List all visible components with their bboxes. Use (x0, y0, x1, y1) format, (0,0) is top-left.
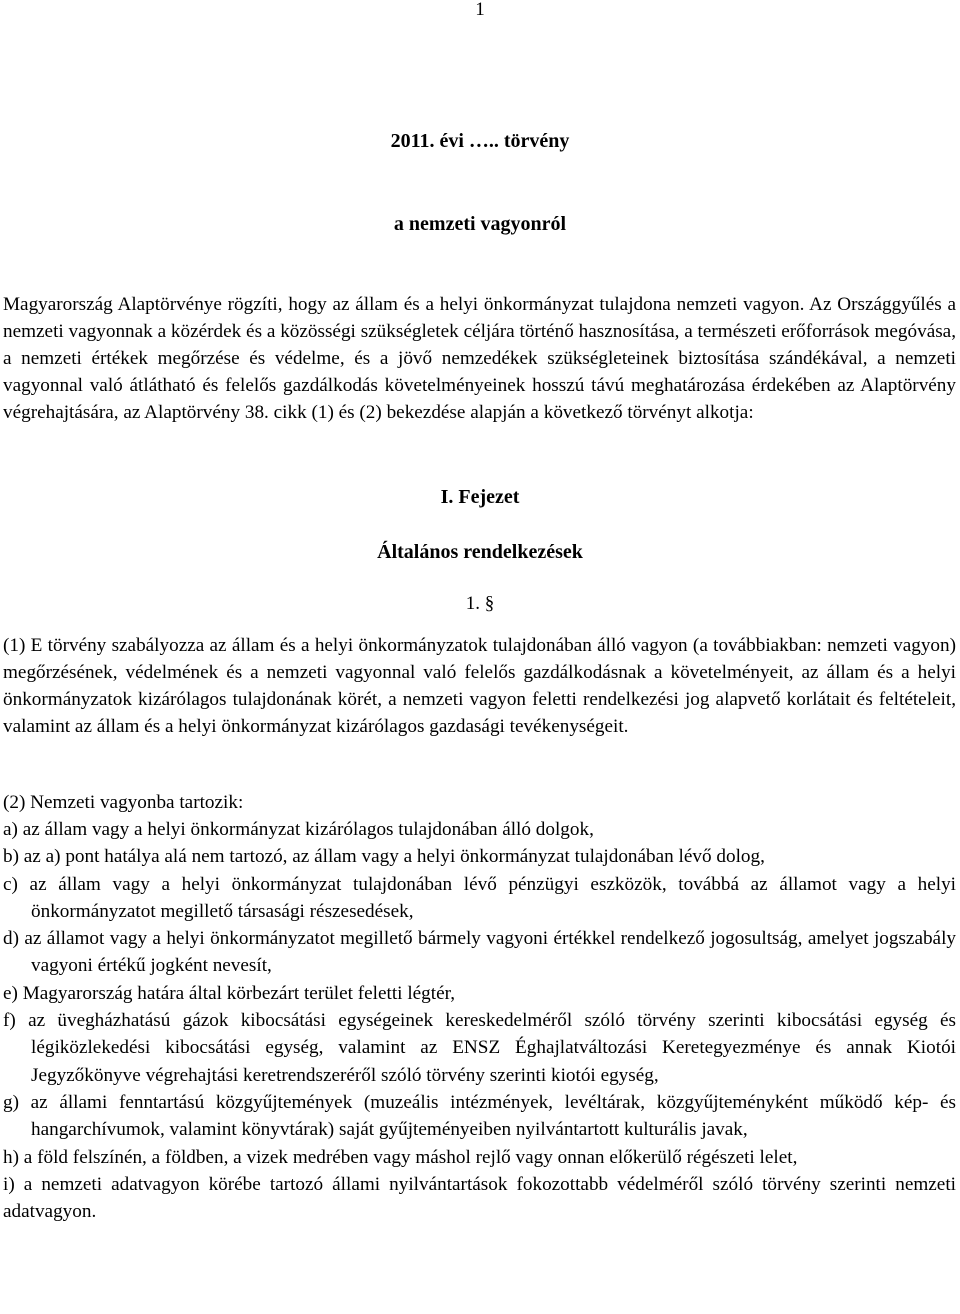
list-item: d) az államot vagy a helyi önkormányzatot megillető bármely vagyoni értékkel rendelkező jogosultság, amelyet jogszabály vagyoni értékű jogként nevesít, (3, 928, 956, 977)
page-number: 1 (475, 0, 485, 20)
list-item: h) a föld felszínén, a földben, a vizek medrében vagy máshol rejlő vagy onnan előkerülő régészeti lelet, (3, 1146, 798, 1168)
chapter-title: Általános rendelkezések (377, 541, 583, 563)
law-title: 2011. évi ….. törvény (390, 130, 570, 152)
paragraph-2-intro: (2) Nemzeti vagyonba tartozik: (3, 792, 244, 813)
list-item: b) az a) pont hatálya alá nem tartozó, az állam vagy a helyi önkormányzat tulajdonában lévő dolog, (3, 846, 765, 868)
preamble: Magyarország Alaptörvénye rögzíti, hogy az állam és a helyi önkormányzat tulajdona nemzeti vagyon. Az Országgyűlés a nemzeti vagyonnak a közérdek és a közösségi szükségletek céljára történő hasznosítása, a természeti erőforrások megóvása, a nemzeti értékek megőrzése és védelme, és a jövő nemzedékek szükségleteinek biztosítása szándékával, a nemzeti vagyonnal való átlátható és felelős gazdálkodás követelményeinek hosszú távú meghatározása érdekében az Alaptörvény végrehajtására, az Alaptörvény 38. cikk (1) és (2) bekezdése alapján a következő törvényt alkotja: (3, 294, 956, 423)
national-assets-list (3, 816, 956, 1225)
chapter-heading: I. Fejezet (440, 486, 520, 508)
law-subtitle: a nemzeti vagyonról (393, 213, 567, 235)
list-item: i) a nemzeti adatvagyon körébe tartozó állami nyilvántartások fokozottabb védelméről szóló törvény szerinti nemzeti adatvagyon. (3, 1173, 956, 1223)
paragraph-1: (1) E törvény szabályozza az állam és a helyi önkormányzatok tulajdonában álló vagyon (a továbbiakban: nemzeti vagyon) megőrzésének, védelmének és a nemzeti vagyonnal való felelős gazdálkodásnak a követelményeit, az állam és a helyi önkormányzatok kizárólagos tulajdonának körét, a nemzeti vagyon feletti rendelkezési jog alapvető korlátait és feltételeit, valamint az állam és a helyi önkormányzat kizárólagos gazdasági tevékenységeit. (3, 635, 956, 737)
list-item: g) az állami fenntartású közgyűjtemények (muzeális intézmények, levéltárak, közgyűjteményként működő kép- és hangarchívumok, valamint könyvtárak) saját gyűjteményeiben nyilvántartott kulturális javak, (3, 1091, 956, 1141)
list-item: f) az üvegházhatású gázok kibocsátási egységeinek kereskedelméről szóló törvény szerinti kibocsátási egység és légiközlekedési kibocsátási egység, valamint az ENSZ Éghajlatváltozási Keretegyezménye és annak Kiotói Jegyzőkönyve végrehajtási keretrendszeréről szóló törvény szerinti kiotói egység, (3, 1010, 956, 1086)
section-number: 1. § (465, 593, 495, 614)
list-item: c) az állam vagy a helyi önkormányzat tulajdonában lévő pénzügyi eszközök, továbbá az államot vagy a helyi önkormányzatot megillető társasági részesedések, (3, 873, 956, 922)
list-item: e) Magyarország határa által körbezárt terület feletti légtér, (3, 982, 456, 1004)
list-item: a) az állam vagy a helyi önkormányzat kizárólagos tulajdonában álló dolgok, (3, 819, 594, 840)
